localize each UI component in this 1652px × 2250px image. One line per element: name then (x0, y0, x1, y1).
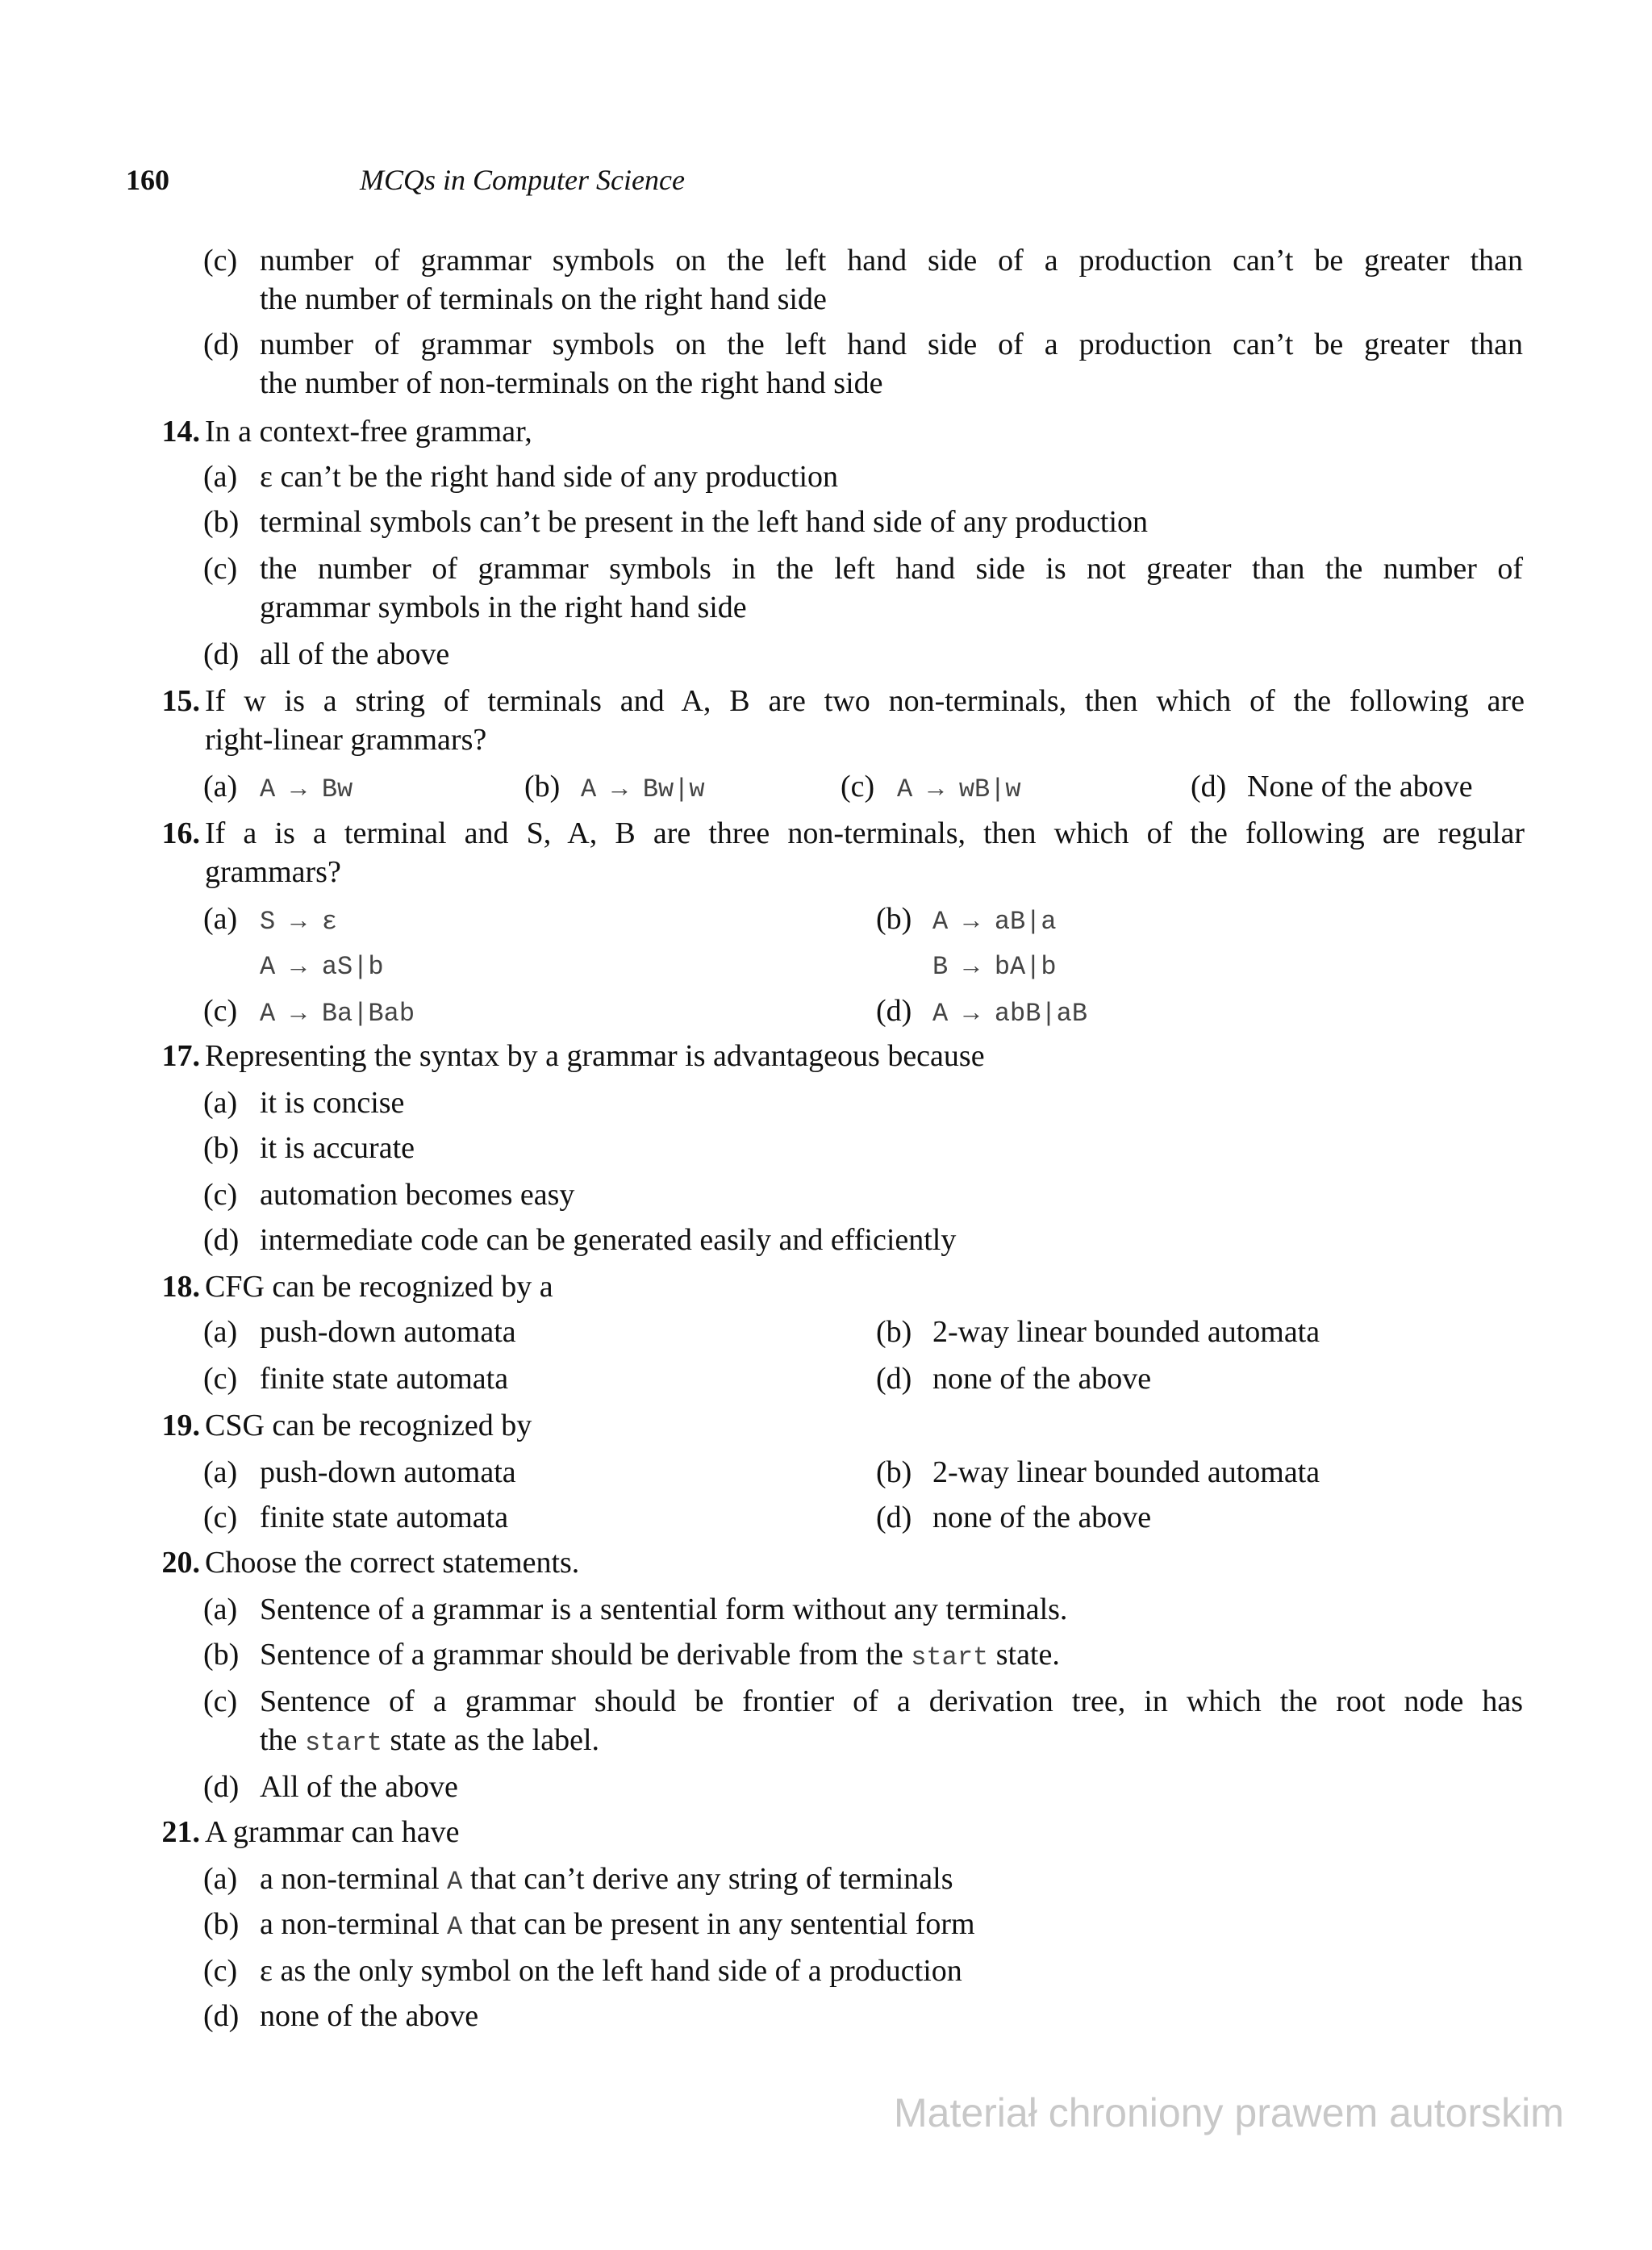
question-stem: Choose the correct statements. (205, 1546, 580, 1580)
option-d: (d) none of the above (876, 1362, 1152, 1396)
option-b: (b) Sentence of a grammar should be derivable from the start state. (203, 1638, 1060, 1672)
question-stem-continued: right-linear grammars? (205, 723, 487, 757)
question-number: 14. (161, 415, 200, 449)
option-c-continued: the number of terminals on the right hand side (260, 282, 827, 316)
question-number: 15. (161, 684, 200, 718)
page-header (126, 160, 1578, 200)
page-number: 160 (126, 164, 169, 196)
question-number: 19. (161, 1409, 200, 1442)
question-stem: Representing the syntax by a grammar is advantageous because (205, 1039, 985, 1073)
option-b: (b) it is accurate (203, 1131, 415, 1165)
question-number: 17. (161, 1039, 200, 1073)
option-c: (c) ε as the only symbol on the left hand side of a production (203, 1954, 962, 1988)
option-d: (d) all of the above (203, 637, 450, 671)
option-b: (b) A → aB|a (876, 902, 1057, 937)
option-d: (d) intermediate code can be generated easily and efficiently (203, 1223, 957, 1257)
option-c: (c) automation becomes easy (203, 1178, 575, 1212)
option-b: (b) terminal symbols can’t be present in the left hand side of any production (203, 505, 1149, 539)
copyright-watermark: Materiał chroniony prawem autorskim (894, 2090, 1564, 2135)
option-a: (a) a non-terminal A that can’t derive any string of terminals (203, 1862, 953, 1897)
question-stem: A grammar can have (205, 1815, 460, 1849)
option-b: (b) A → Bw|w (524, 770, 705, 804)
option-c: (c) number of grammar symbols on the left hand side of a production can’t be greater than (203, 244, 1523, 278)
option-c-continued: grammar symbols in the right hand side (260, 591, 747, 624)
question-stem: If w is a string of terminals and A, B are two non-terminals, then which of the following are (205, 684, 1525, 718)
option-c: (c) Sentence of a grammar should be frontier of a derivation tree, in which the root node has (203, 1684, 1523, 1718)
option-b: (b) 2-way linear bounded automata (876, 1315, 1320, 1349)
option-d: (d) A → abB|aB (876, 994, 1088, 1029)
option-a: (a) push-down automata (203, 1315, 516, 1349)
question-number: 21. (161, 1815, 200, 1849)
question-number: 18. (161, 1270, 200, 1304)
question-number: 20. (161, 1546, 200, 1580)
option-a-continued: A → aS|b (260, 952, 384, 982)
question-stem: CFG can be recognized by a (205, 1270, 553, 1304)
question-stem: If a is a terminal and S, A, B are three non-terminals, then which of the following are regular (205, 816, 1525, 850)
option-a: (a) S → ε (203, 902, 338, 937)
option-c-continued: the start state as the label. (260, 1723, 600, 1758)
option-c: (c) the number of grammar symbols in the left hand side is not greater than the number of (203, 552, 1523, 586)
option-d: (d) none of the above (876, 1501, 1152, 1534)
question-stem: CSG can be recognized by (205, 1409, 532, 1442)
question-stem: In a context-free grammar, (205, 415, 532, 449)
option-d: (d) none of the above (203, 1999, 479, 2033)
option-a: (a) A → Bw (203, 770, 353, 804)
option-a: (a) ε can’t be the right hand side of any production (203, 460, 839, 494)
option-c: (c) finite state automata (203, 1501, 509, 1534)
option-d-continued: the number of non-terminals on the right hand side (260, 366, 883, 400)
option-c: (c) A → wB|w (841, 770, 1021, 804)
option-a: (a) it is concise (203, 1086, 405, 1120)
option-a: (a) push-down automata (203, 1455, 516, 1489)
option-d: (d) number of grammar symbols on the left hand side of a production can’t be greater than (203, 328, 1523, 361)
option-d: (d) None of the above (1191, 770, 1473, 804)
option-b: (b) 2-way linear bounded automata (876, 1455, 1320, 1489)
option-d: (d) All of the above (203, 1770, 458, 1804)
option-a: (a) Sentence of a grammar is a sentential form without any terminals. (203, 1593, 1068, 1626)
option-b: (b) a non-terminal A that can be present in any sentential form (203, 1907, 975, 1942)
question-number: 16. (161, 816, 200, 850)
option-b-continued: B → bA|b (932, 952, 1057, 982)
running-title: MCQs in Computer Science (360, 164, 685, 196)
option-c: (c) finite state automata (203, 1362, 509, 1396)
question-stem-continued: grammars? (205, 855, 341, 889)
option-c: (c) A → Ba|Bab (203, 994, 415, 1029)
